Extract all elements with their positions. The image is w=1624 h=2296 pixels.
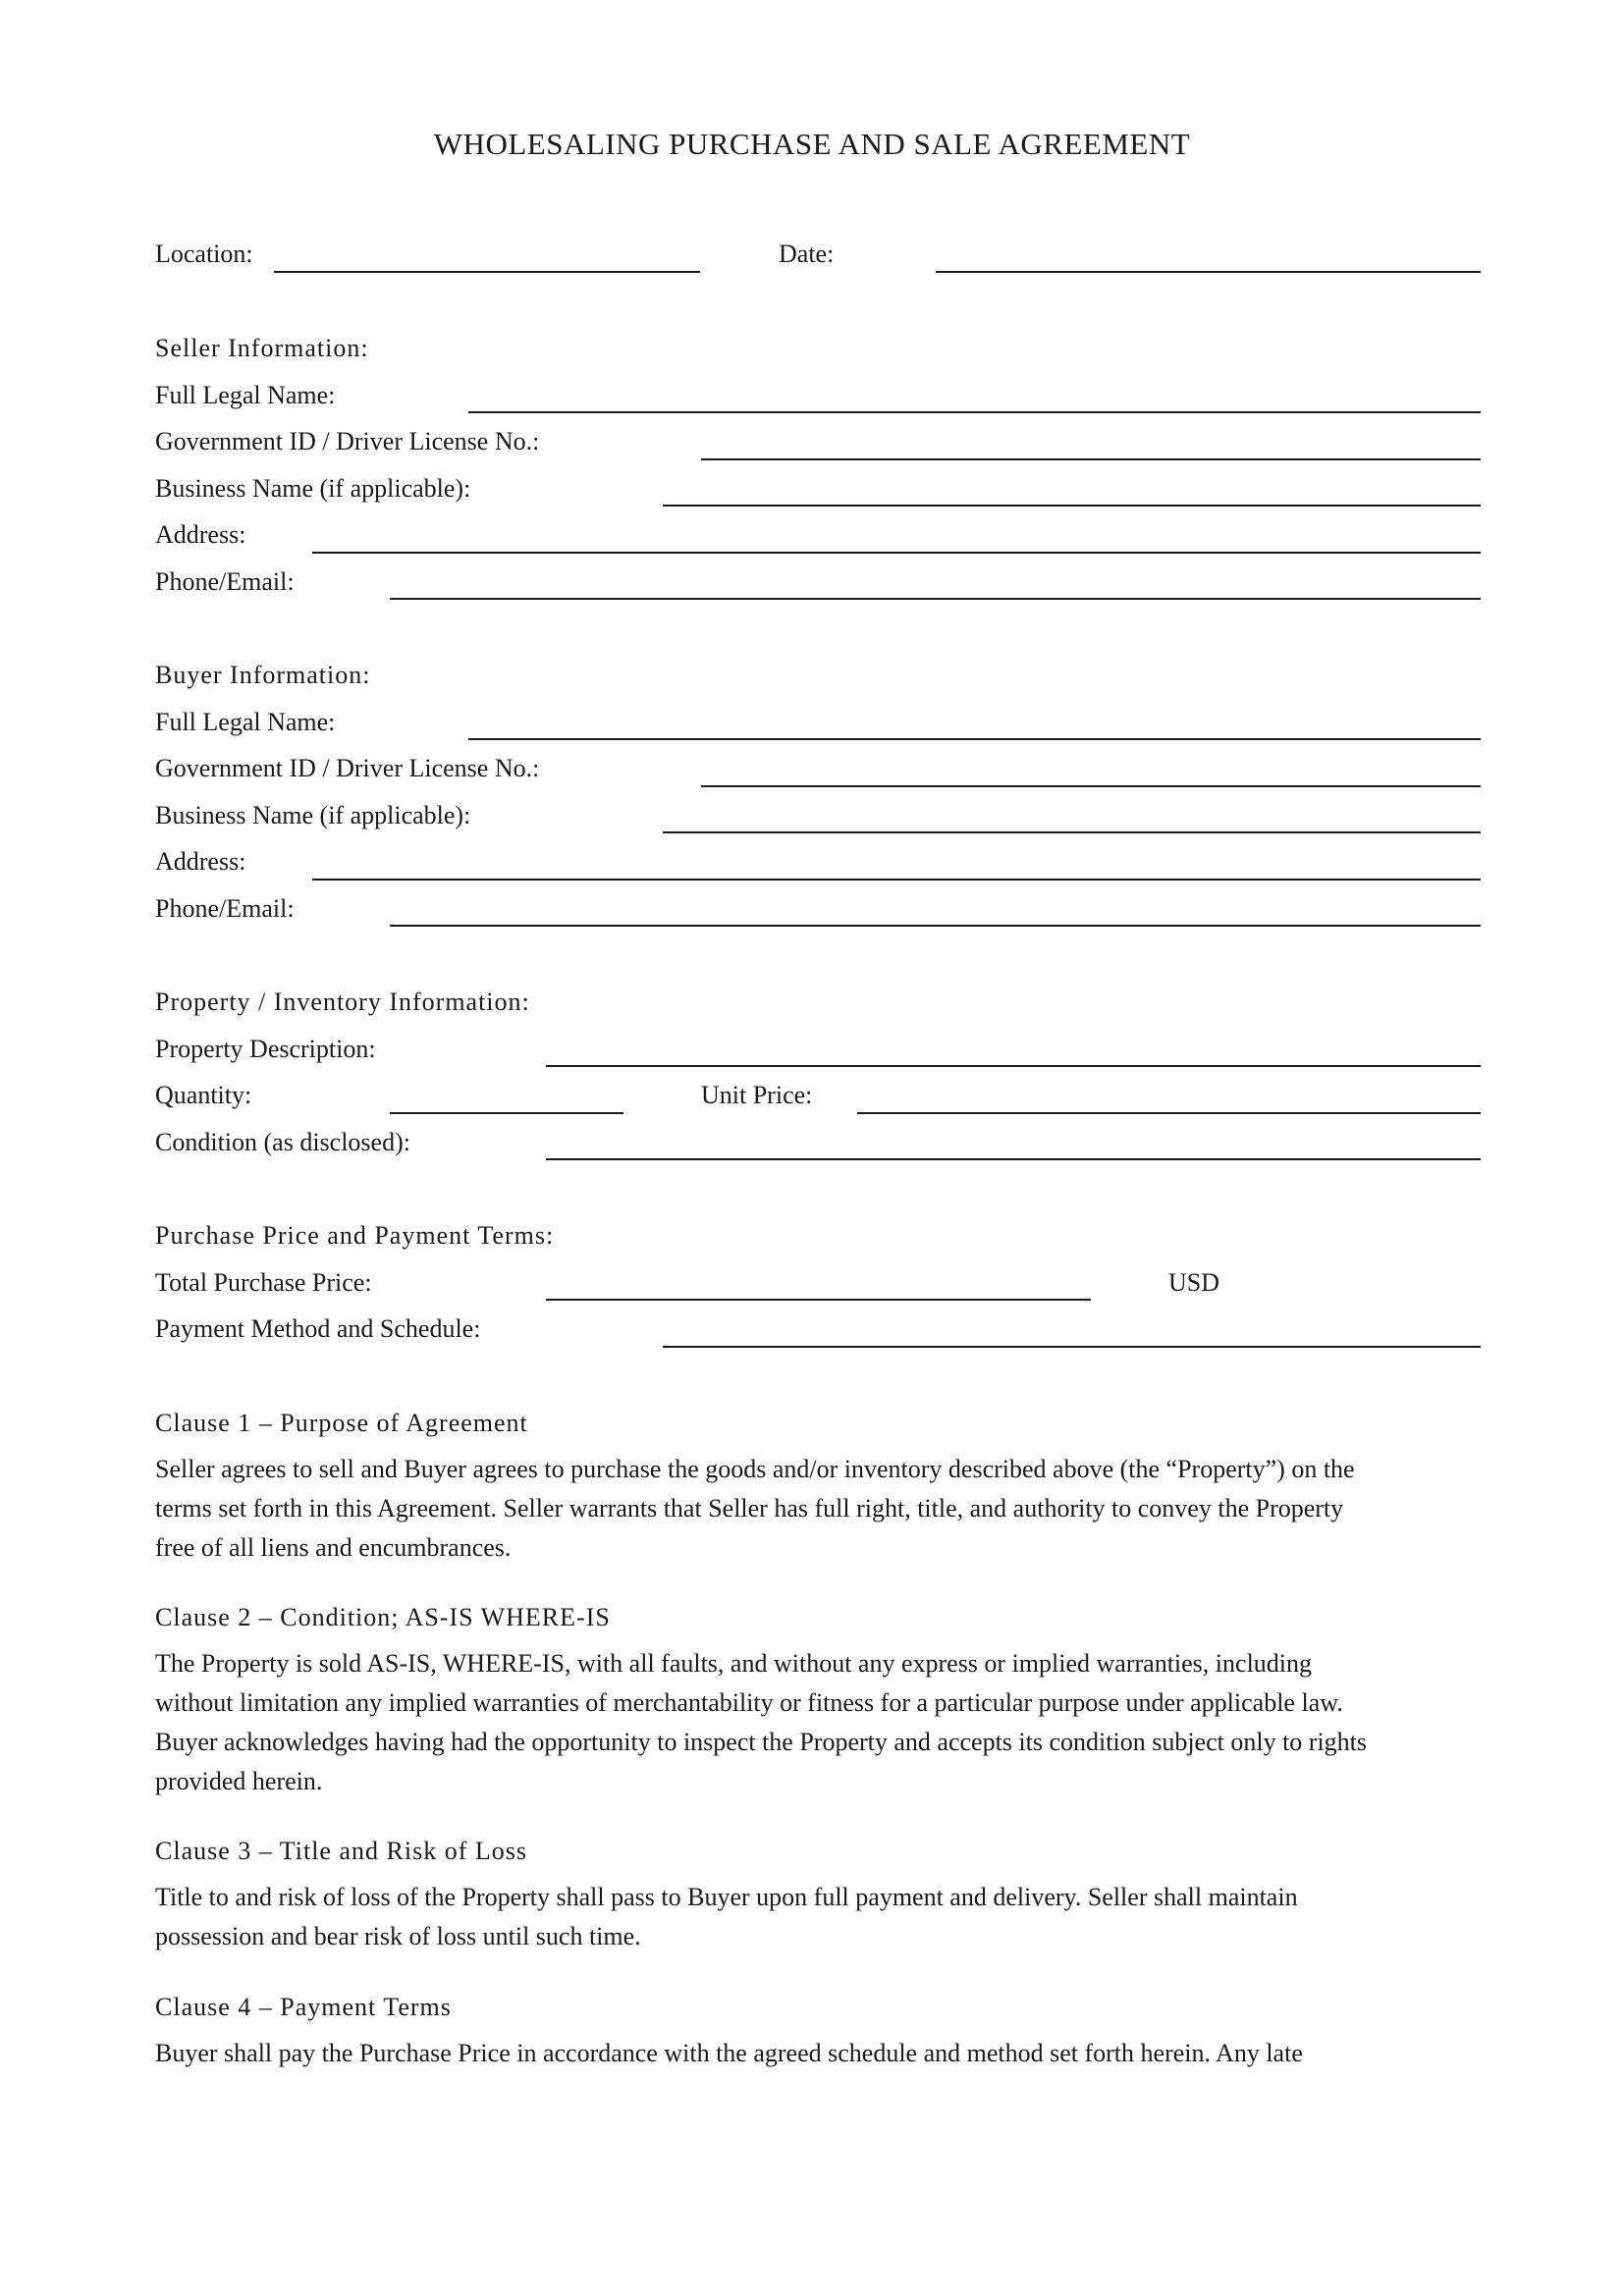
- clause-1-heading: Clause 1 – Purpose of Agreement: [155, 1409, 528, 1437]
- quantity-label: Quantity:: [155, 1081, 252, 1109]
- clause-2-body: [155, 1644, 1490, 1801]
- clause-2-line: without limitation any implied warranties of merchantability or fitness for a particular purpose under applicable law.: [155, 1688, 1343, 1717]
- clause-3-body: [155, 1878, 1490, 1956]
- location-label: Location:: [155, 240, 253, 268]
- clause-1-line: terms set forth in this Agreement. Seller warrants that Seller has full right, title, and authority to convey the Property: [155, 1494, 1344, 1522]
- seller-address-field[interactable]: [312, 552, 1481, 554]
- seller-business-field[interactable]: [663, 505, 1481, 507]
- buyer-gov-id-label: Government ID / Driver License No.:: [155, 754, 540, 782]
- payment-method-label: Payment Method and Schedule:: [155, 1314, 481, 1343]
- buyer-address-label: Address:: [155, 847, 246, 876]
- seller-contact-field[interactable]: [390, 598, 1481, 600]
- seller-gov-id-label: Government ID / Driver License No.:: [155, 427, 540, 455]
- clause-3-line: Title to and risk of loss of the Property shall pass to Buyer upon full payment and delivery. Seller shall maintain: [155, 1883, 1298, 1911]
- condition-label: Condition (as disclosed):: [155, 1128, 410, 1156]
- buyer-heading: Buyer Information:: [155, 661, 371, 689]
- buyer-gov-id-field[interactable]: [701, 785, 1481, 787]
- clause-4-line: Buyer shall pay the Purchase Price in accordance with the agreed schedule and method set forth herein. Any late: [155, 2039, 1303, 2067]
- clause-4-heading: Clause 4 – Payment Terms: [155, 1993, 452, 2021]
- clause-1-line: Seller agrees to sell and Buyer agrees to purchase the goods and/or inventory described above (the “Property”) on the: [155, 1455, 1355, 1483]
- date-field[interactable]: [936, 271, 1481, 273]
- buyer-business-label: Business Name (if applicable):: [155, 801, 471, 829]
- date-label: Date:: [779, 240, 835, 268]
- seller-heading: Seller Information:: [155, 334, 369, 362]
- location-field[interactable]: [274, 271, 700, 273]
- clause-3-heading: Clause 3 – Title and Risk of Loss: [155, 1837, 527, 1865]
- property-description-field[interactable]: [546, 1065, 1481, 1067]
- seller-business-label: Business Name (if applicable):: [155, 474, 471, 503]
- unit-price-field[interactable]: [857, 1112, 1481, 1114]
- currency-label: USD: [1168, 1268, 1220, 1297]
- property-heading: Property / Inventory Information:: [155, 988, 530, 1016]
- buyer-full-name-field[interactable]: [468, 738, 1481, 740]
- seller-full-name-field[interactable]: [468, 411, 1481, 413]
- property-description-label: Property Description:: [155, 1035, 376, 1063]
- unit-price-label: Unit Price:: [701, 1081, 813, 1109]
- clause-3-line: possession and bear risk of loss until such time.: [155, 1922, 641, 1950]
- buyer-full-name-label: Full Legal Name:: [155, 708, 336, 736]
- clause-1-line: free of all liens and encumbrances.: [155, 1533, 512, 1562]
- payment-method-field[interactable]: [663, 1346, 1481, 1348]
- buyer-contact-label: Phone/Email:: [155, 894, 295, 923]
- clause-2-line: Buyer acknowledges having had the opportunity to inspect the Property and accepts its condition subject only to rights: [155, 1728, 1368, 1756]
- clause-4-body: [155, 2034, 1490, 2073]
- total-price-label: Total Purchase Price:: [155, 1268, 372, 1297]
- clause-1-body: [155, 1450, 1490, 1568]
- quantity-field[interactable]: [390, 1112, 623, 1114]
- seller-contact-label: Phone/Email:: [155, 567, 295, 596]
- condition-field[interactable]: [546, 1158, 1481, 1160]
- total-price-field[interactable]: [546, 1299, 1091, 1301]
- price-heading: Purchase Price and Payment Terms:: [155, 1221, 555, 1250]
- document-title: WHOLESALING PURCHASE AND SALE AGREEMENT: [433, 127, 1191, 161]
- seller-full-name-label: Full Legal Name:: [155, 381, 336, 409]
- buyer-contact-field[interactable]: [390, 925, 1481, 927]
- clause-2-line: The Property is sold AS-IS, WHERE-IS, with all faults, and without any express or implied warranties, including: [155, 1649, 1313, 1678]
- clause-2-line: provided herein.: [155, 1767, 323, 1795]
- seller-address-label: Address:: [155, 520, 246, 549]
- clause-2-heading: Clause 2 – Condition; AS-IS WHERE-IS: [155, 1603, 611, 1631]
- buyer-business-field[interactable]: [663, 831, 1481, 833]
- seller-gov-id-field[interactable]: [701, 458, 1481, 460]
- buyer-address-field[interactable]: [312, 879, 1481, 881]
